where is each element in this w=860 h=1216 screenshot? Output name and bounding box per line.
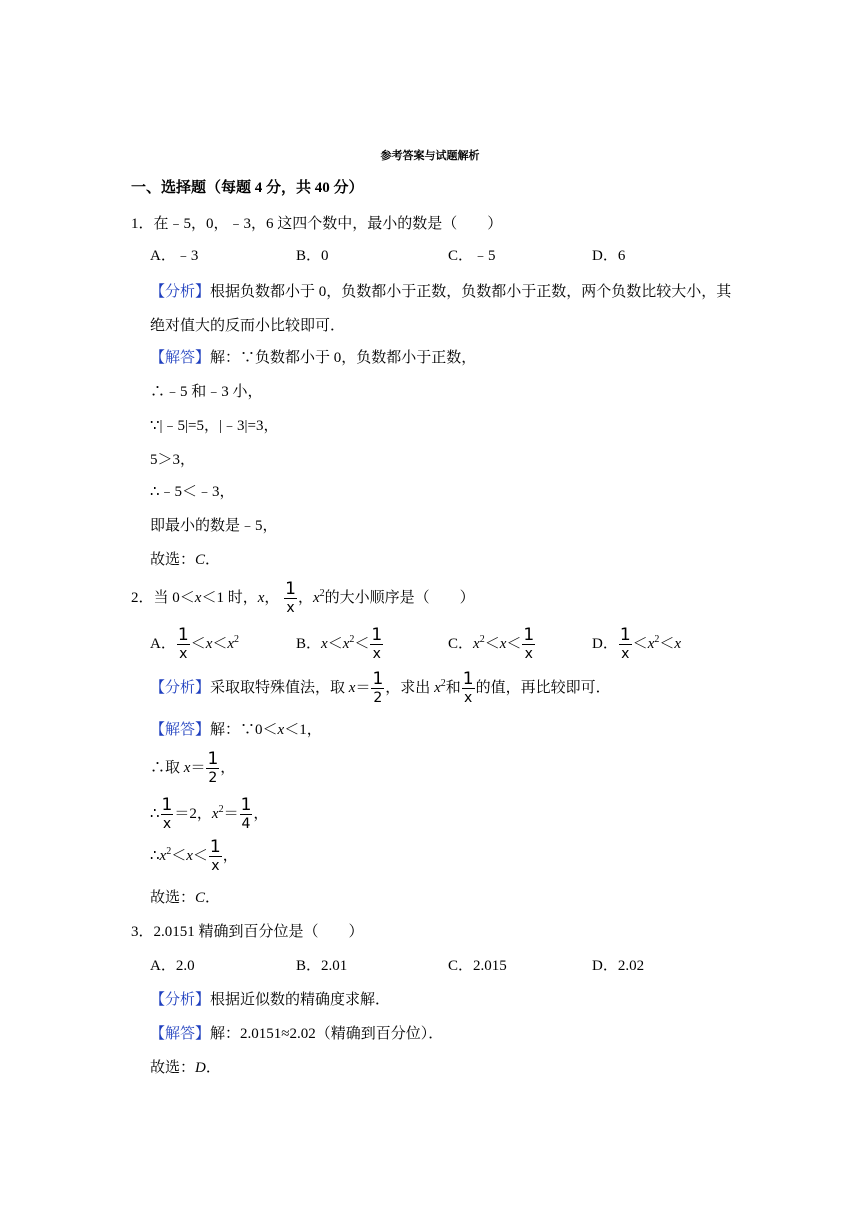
q2-step-1: ∴取 x＝ $\frac{1}{2}$ ，	[150, 749, 236, 787]
fraction-1-over-x: $\frac{1}{x}$	[371, 625, 383, 663]
q3-stem: 3．2.0151 精确到百分位是（ ）	[131, 924, 364, 940]
q1-step-3: 5＞3，	[150, 452, 196, 468]
q1-option-d: D．6	[592, 248, 626, 264]
q3-option-b: B．2.01	[296, 958, 348, 974]
q1-step-4: ∴﹣5＜﹣3，	[150, 484, 235, 500]
fraction-1-over-x: $\frac{1}{x}$	[161, 795, 173, 833]
q2-stem: 2．当 0＜x＜1 时，x， $\frac{1}{x}$ ，$x^2$的大小顺序是（ ）	[131, 579, 475, 617]
q3-answer: 故选：D．	[150, 1060, 221, 1076]
q2-analysis: 【分析】采取取特殊值法，取 x＝ $\frac{1}{2}$ ，求出 $x^2$和 $\frac{1}{x}$ 的值，再比较即可．	[150, 669, 611, 707]
q1-solution-line-1: 【解答】解：∵负数都小于 0，负数都小于正数，	[150, 350, 477, 366]
q2-option-d: D． $\frac{1}{x}$ $<x^2<x$	[592, 625, 682, 663]
q2-step-3: $\therefore x^2<x<$ $\frac{1}{x}$ ，	[150, 837, 238, 875]
q3-solution: 【解答】解：2.0151≈2.02（精确到百分位）．	[150, 1026, 444, 1042]
fraction-1-over-x: $\frac{1}{x}$	[619, 625, 631, 663]
q1-step-1: ∴﹣5 和﹣3 小，	[150, 384, 263, 400]
solution-tag: 【解答】	[150, 722, 211, 738]
q1-option-c: C．﹣5	[448, 248, 496, 264]
page-title: 参考答案与试题解析	[380, 150, 480, 162]
solution-tag: 【解答】	[150, 1026, 211, 1042]
q2-solution-line-1: 【解答】解：∵0＜x＜1，	[150, 722, 322, 738]
q1-stem: 1．在﹣5，0，﹣3，6 这四个数中，最小的数是（ ）	[131, 216, 503, 232]
fraction-1-over-2: $\frac{1}{2}$	[372, 669, 384, 707]
q3-analysis: 【分析】根据近似数的精确度求解．	[150, 992, 391, 1008]
q2-answer: 故选：C．	[150, 890, 221, 906]
q1-answer: 故选：C．	[150, 552, 221, 568]
fraction-1-over-x: $\frac{1}{x}$	[285, 579, 296, 617]
q1-step-5: 即最小的数是﹣5，	[150, 518, 278, 534]
analysis-tag: 【分析】	[150, 680, 211, 696]
fraction-1-over-x: $\frac{1}{x}$	[177, 625, 189, 663]
q3-option-d: D．2.02	[592, 958, 645, 974]
q1-step-2: ∵|﹣5|=5，|﹣3|=3，	[150, 418, 279, 434]
q1-option-b: B．0	[296, 248, 329, 264]
q1-analysis-line-1: 【分析】根据负数都小于 0，负数都小于正数，负数都小于正数，两个负数比较大小，其	[150, 284, 732, 300]
q2-option-a: A． $\frac{1}{x}$ $<x<x^2$	[150, 625, 240, 663]
fraction-1-over-4: $\frac{1}{4}$	[240, 795, 252, 833]
q2-option-b: B．$x<x^2<$ $\frac{1}{x}$	[296, 625, 383, 663]
q1-option-a: A．﹣3	[150, 248, 199, 264]
analysis-tag: 【分析】	[150, 992, 211, 1008]
analysis-tag: 【分析】	[150, 284, 211, 300]
fraction-1-over-x: $\frac{1}{x}$	[462, 669, 474, 707]
q3-option-c: C．2.015	[448, 958, 507, 974]
q1-analysis-line-2: 绝对值大的反而小比较即可．	[150, 318, 346, 334]
section-heading: 一、选择题（每题 4 分，共 40 分）	[131, 180, 364, 196]
fraction-1-over-x: $\frac{1}{x}$	[209, 837, 221, 875]
solution-tag: 【解答】	[150, 350, 211, 366]
fraction-1-over-x: $\frac{1}{x}$	[523, 625, 535, 663]
q3-option-a: A．2.0	[150, 958, 195, 974]
fraction-1-over-2: $\frac{1}{2}$	[207, 749, 219, 787]
q2-step-2: ∴ $\frac{1}{x}$ ＝2，$x^2=$ $\frac{1}{4}$ ，	[150, 795, 269, 833]
q2-option-c: C．$x^2<x<$ $\frac{1}{x}$	[448, 625, 535, 663]
